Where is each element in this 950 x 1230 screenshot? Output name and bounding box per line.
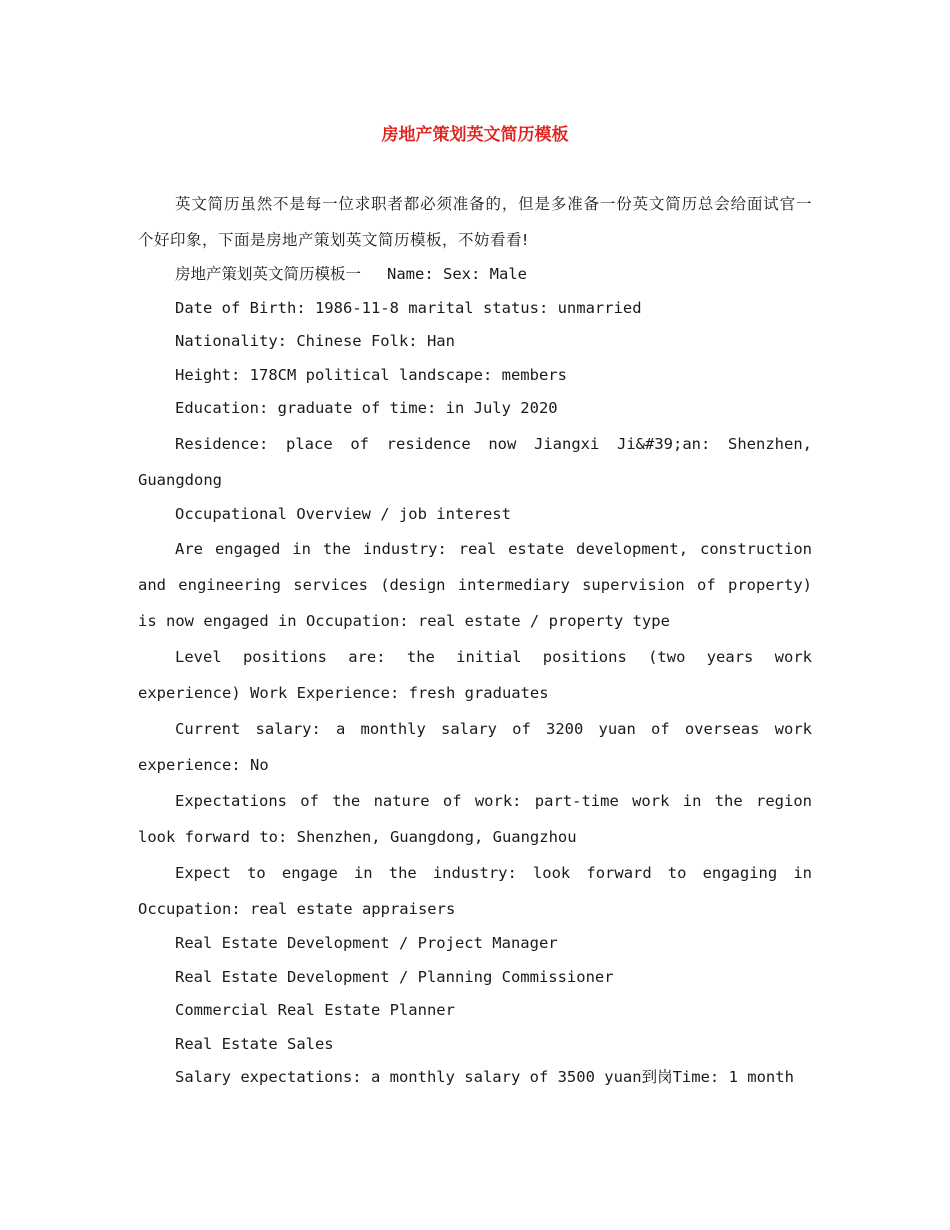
- level-positions-line: Level positions are: the initial positions (two years work experience) Work Experience: fresh graduates: [138, 648, 812, 702]
- nationality-line: Nationality: Chinese Folk: Han: [175, 332, 455, 350]
- template-heading: 房地产策划英文简历模板一: [175, 265, 362, 283]
- job-real-estate-sales: Real Estate Sales: [175, 1034, 334, 1053]
- occupational-overview-line: Occupational Overview / job interest: [175, 504, 511, 523]
- height-line: Height: 178CM political landscape: members: [175, 365, 567, 384]
- job-planning-commissioner: Real Estate Development / Planning Commissioner: [175, 967, 614, 986]
- document-body: [138, 118, 812, 1095]
- industry-line: Are engaged in the industry: real estate development, construction and engineering services (design intermediary supervision of property) is now engaged in Occupation: real estate / property type: [138, 540, 812, 630]
- document-title: 房地产策划英文简历模板: [381, 125, 569, 145]
- template-heading-line: [138, 258, 812, 292]
- education-line: Education: graduate of time: in July 2020: [175, 399, 558, 417]
- birth-marital-line: Date of Birth: 1986-11-8 marital status: unmarried: [175, 298, 642, 317]
- intro-paragraph: 英文简历虽然不是每一位求职者都必须准备的，但是多准备一份英文简历总会给面试官一个好印象，下面是房地产策划英文简历模板，不妨看看!: [138, 195, 812, 249]
- job-project-manager: Real Estate Development / Project Manager: [175, 934, 558, 952]
- expected-industry-line: Expect to engage in the industry: look forward to engaging in Occupation: real estate appraisers: [138, 864, 812, 918]
- work-nature-line: Expectations of the nature of work: part-time work in the region look forward to: Shenzhen, Guangdong, Guangzhou: [138, 792, 812, 846]
- salary-expectations-line: Salary expectations: a monthly salary of 3500 yuan到岗Time: 1 month: [175, 1068, 794, 1086]
- name-sex-field: Name: Sex: Male: [387, 265, 527, 283]
- residence-line: Residence: place of residence now Jiangxi Ji&#39;an: Shenzhen, Guangdong: [138, 434, 812, 489]
- job-commercial-planner: Commercial Real Estate Planner: [175, 1001, 455, 1019]
- current-salary-line: Current salary: a monthly salary of 3200 yuan of overseas work experience: No: [138, 720, 812, 774]
